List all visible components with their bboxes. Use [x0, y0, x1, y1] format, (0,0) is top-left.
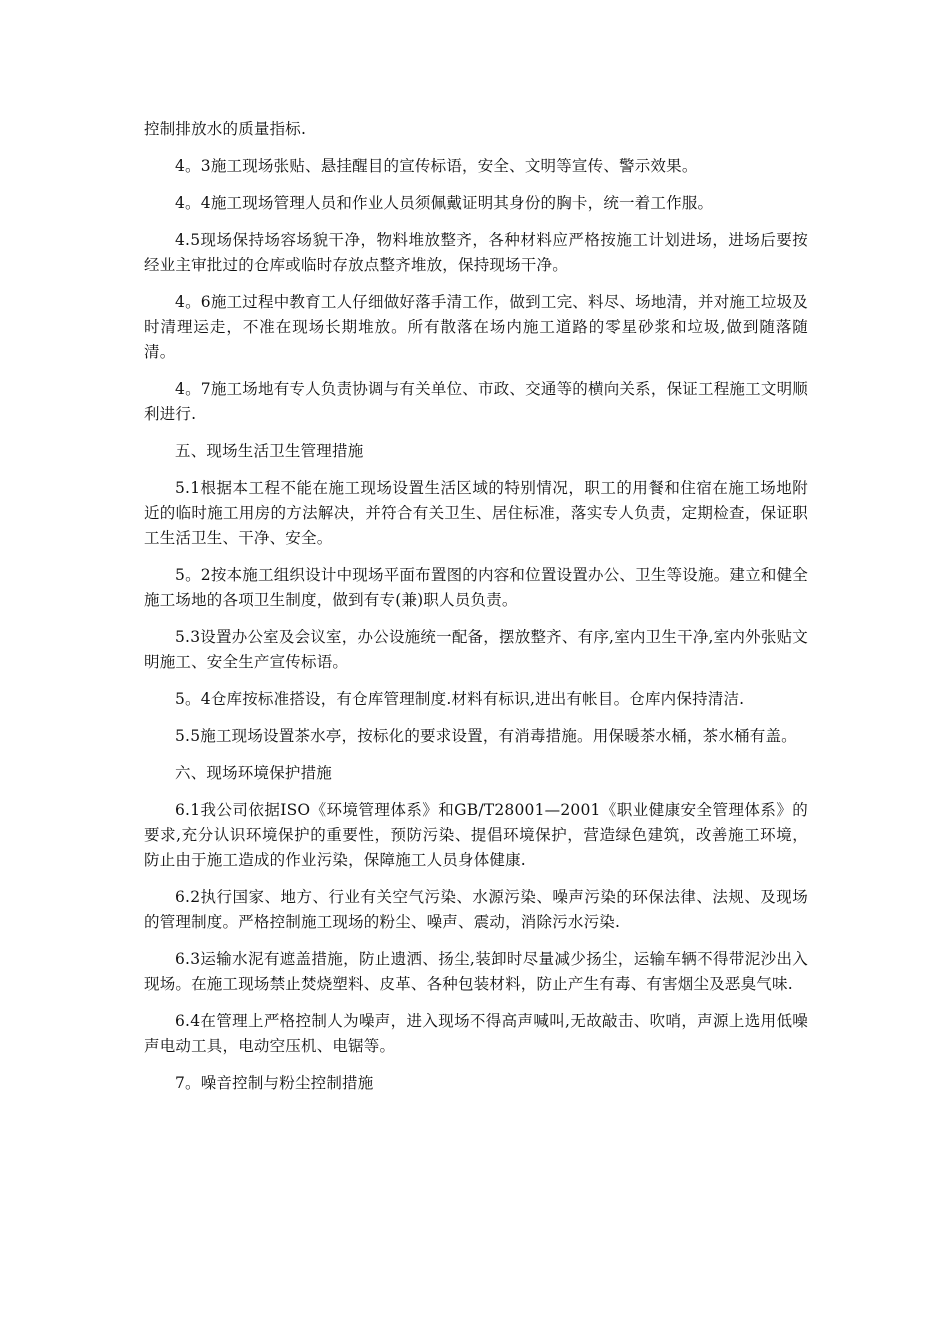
paragraph-6-1: 6.1我公司依据ISO《环境管理体系》和GB/T28001—2001《职业健康安全管理体系》的要求,充分认识环境保护的重要性，预防污染、提倡环境保护，营造绿色建筑，改善施工环境，防止由于施工造成的作业污染，保障施工人员身体健康.	[144, 801, 808, 869]
paragraph-5-1: 5.1根据本工程不能在施工现场设置生活区域的特别情况，职工的用餐和住宿在施工场地附近的临时施工用房的方法解决，并符合有关卫生、居住标准，落实专人负责，定期检查，保证职工生活卫生、干净、安全。	[144, 479, 808, 547]
paragraph-6-3: 6.3运输水泥有遮盖措施，防止遗洒、扬尘,装卸时尽量减少扬尘，运输车辆不得带泥沙出入现场。在施工现场禁止焚烧塑料、皮革、各种包装材料，防止产生有毒、有害烟尘及恶臭气味.	[144, 950, 808, 993]
section-heading-5: 五、现场生活卫生管理措施	[175, 442, 364, 460]
paragraph-4-4: 4。4施工现场管理人员和作业人员须佩戴证明其身份的胸卡，统一着工作服。	[175, 194, 714, 212]
paragraph-5-2: 5。2按本施工组织设计中现场平面布置图的内容和位置设置办公、卫生等设施。建立和健全施工场地的各项卫生制度，做到有专(兼)职人员负责。	[144, 566, 808, 609]
paragraph-5-3: 5.3设置办公室及会议室，办公设施统一配备，摆放整齐、有序,室内卫生干净,室内外张贴文明施工、安全生产宣传标语。	[144, 628, 808, 671]
paragraph-4-5: 4.5现场保持场容场貌干净，物料堆放整齐，各种材料应严格按施工计划进场，进场后要按经业主审批过的仓库或临时存放点整齐堆放，保持现场干净。	[144, 231, 808, 274]
section-heading-6: 六、现场环境保护措施	[175, 764, 333, 782]
paragraph-4-3: 4。3施工现场张贴、悬挂醒目的宣传标语，安全、文明等宣传、警示效果。	[175, 157, 698, 175]
paragraph-4-7: 4。7施工场地有专人负责协调与有关单位、市政、交通等的横向关系，保证工程施工文明顺利进行.	[144, 380, 808, 423]
paragraph-5-5: 5.5施工现场设置茶水亭，按标化的要求设置，有消毒措施。用保暖茶水桶，茶水桶有盖。	[175, 727, 797, 745]
paragraph-6-4: 6.4在管理上严格控制人为噪声，进入现场不得高声喊叫,无故敲击、吹哨，声源上选用低噪声电动工具，电动空压机、电锯等。	[144, 1012, 808, 1055]
paragraph-4-6: 4。6施工过程中教育工人仔细做好落手清工作，做到工完、料尽、场地清，并对施工垃圾及时清理运走，不准在现场长期堆放。所有散落在场内施工道路的零星砂浆和垃圾,做到随落随清。	[144, 293, 808, 361]
paragraph-6-2: 6.2执行国家、地方、行业有关空气污染、水源污染、噪声污染的环保法律、法规、及现场的管理制度。严格控制施工现场的粉尘、噪声、震动，消除污水污染.	[144, 888, 808, 931]
paragraph-continuation: 控制排放水的质量指标.	[144, 120, 307, 138]
section-heading-7: 7。噪音控制与粉尘控制措施	[175, 1074, 374, 1092]
document-body	[144, 117, 808, 1108]
paragraph-5-4: 5。4仓库按标准搭设，有仓库管理制度.材料有标识,进出有帐目。仓库内保持清洁.	[175, 690, 745, 708]
